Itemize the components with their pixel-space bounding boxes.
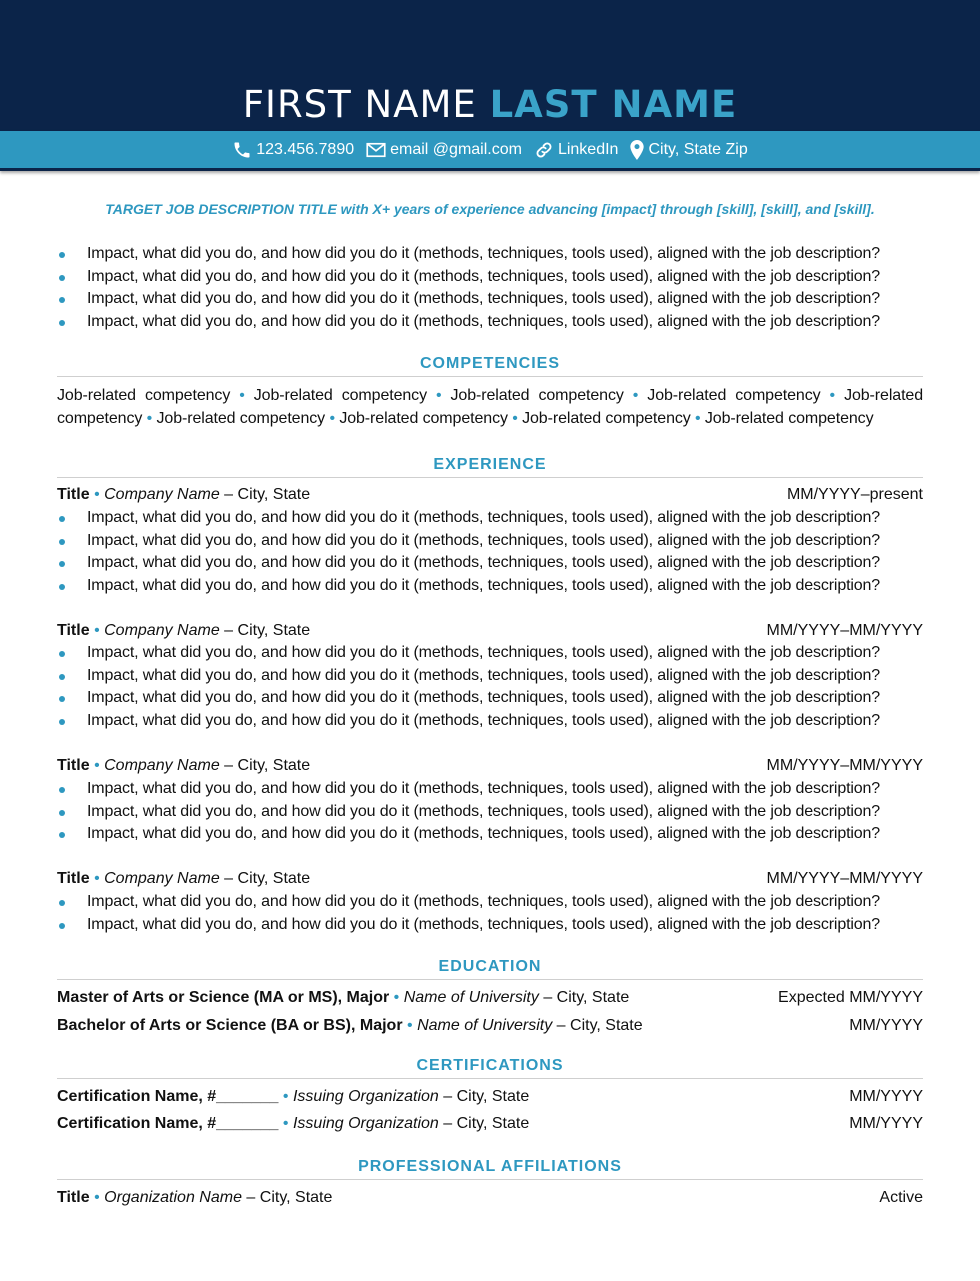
link-icon bbox=[534, 140, 554, 160]
job-title: Title bbox=[57, 757, 90, 774]
education-dates: Expected MM/YYYY bbox=[778, 989, 923, 1006]
company-name: Company Name bbox=[104, 486, 220, 503]
job-bullet: Impact, what did you do, and how did you do it (methods, techniques, tools used), aligned with the job description? bbox=[57, 507, 923, 530]
school-location: City, State bbox=[570, 1017, 643, 1034]
certifications-heading: CERTIFICATIONS bbox=[57, 1057, 923, 1079]
summary-bullet: Impact, what did you do, and how did you do it (methods, techniques, tools used), aligned with the job description? bbox=[57, 243, 923, 266]
contact-phone[interactable] bbox=[232, 140, 354, 160]
competency-item: Job-related competency bbox=[647, 387, 821, 404]
job-bullet: Impact, what did you do, and how did you do it (methods, techniques, tools used), aligned with the job description? bbox=[57, 801, 923, 824]
competency-item: Job-related competency bbox=[156, 410, 326, 427]
certification-entry: Certification Name, #_______ • Issuing Organization – City, State MM/YYYY bbox=[57, 1113, 923, 1136]
job-bullet: Impact, what did you do, and how did you do it (methods, techniques, tools used), aligned with the job description? bbox=[57, 823, 923, 846]
job-bullet: Impact, what did you do, and how did you do it (methods, techniques, tools used), aligned with the job description? bbox=[57, 778, 923, 801]
cert-dates: MM/YYYY bbox=[849, 1088, 923, 1105]
issuing-org: Issuing Organization bbox=[292, 1115, 439, 1132]
competency-item: Job-related competency bbox=[253, 387, 427, 404]
job-location: City, State bbox=[237, 757, 311, 774]
affiliation-entry: Title • Organization Name – City, State Active bbox=[57, 1187, 923, 1210]
cert-dates: MM/YYYY bbox=[849, 1115, 923, 1132]
job-bullets bbox=[57, 778, 923, 846]
email-text: email @gmail.com bbox=[390, 140, 522, 158]
contact-email[interactable] bbox=[366, 141, 522, 159]
company-name: Company Name bbox=[104, 622, 220, 639]
experience-heading: EXPERIENCE bbox=[57, 456, 923, 478]
job-header: Title • Company Name – City, State MM/YYYY–MM/YYYY bbox=[57, 868, 923, 891]
affiliation-location: City, State bbox=[259, 1189, 333, 1206]
phone-text: 123.456.7890 bbox=[256, 140, 355, 158]
job-location: City, State bbox=[237, 870, 311, 887]
competency-item: Job-related competency bbox=[57, 387, 924, 427]
affiliations-heading: PROFESSIONAL AFFILIATIONS bbox=[57, 1158, 923, 1180]
job-header: Title • Company Name – City, State MM/YYYY–MM/YYYY bbox=[57, 755, 923, 778]
competency-item: Job-related competency bbox=[57, 387, 231, 404]
job-bullets bbox=[57, 642, 923, 732]
contact-location bbox=[630, 140, 747, 160]
header-banner bbox=[0, 0, 980, 131]
job-dates: MM/YYYY–present bbox=[786, 486, 923, 503]
summary-bullet: Impact, what did you do, and how did you do it (methods, techniques, tools used), aligned with the job description? bbox=[57, 288, 923, 311]
job-location: City, State bbox=[237, 486, 311, 503]
competency-item: Job-related competency bbox=[522, 410, 691, 427]
job-bullet: Impact, what did you do, and how did you do it (methods, techniques, tools used), aligned with the job description? bbox=[57, 914, 923, 937]
competency-item: Job-related competency bbox=[704, 410, 874, 427]
company-name: Company Name bbox=[104, 870, 220, 887]
candidate-name bbox=[0, 80, 980, 130]
contact-bar bbox=[0, 131, 980, 171]
location-text: City, State Zip bbox=[648, 140, 748, 158]
job-bullets bbox=[57, 507, 923, 597]
school-location: City, State bbox=[556, 989, 630, 1006]
job-bullet: Impact, what did you do, and how did you do it (methods, techniques, tools used), aligned with the job description? bbox=[57, 552, 923, 575]
job-bullet: Impact, what did you do, and how did you do it (methods, techniques, tools used), aligned with the job description? bbox=[57, 891, 923, 914]
education-heading: EDUCATION bbox=[57, 958, 923, 980]
job-bullet: Impact, what did you do, and how did you do it (methods, techniques, tools used), aligned with the job description? bbox=[57, 642, 923, 665]
job-header: Title • Company Name – City, State MM/YYYY–present bbox=[57, 484, 923, 507]
organization-name: Organization Name bbox=[104, 1189, 242, 1206]
cert-location: City, State bbox=[456, 1115, 530, 1132]
degree: Master of Arts or Science (MA or MS), Major bbox=[57, 989, 390, 1006]
job-dates: MM/YYYY–MM/YYYY bbox=[766, 622, 923, 639]
education-entry: Bachelor of Arts or Science (BA or BS), Major • Name of University – City, State MM/YYYY bbox=[57, 1015, 923, 1038]
competency-item: Job-related competency bbox=[450, 387, 624, 404]
job-bullet: Impact, what did you do, and how did you do it (methods, techniques, tools used), aligned with the job description? bbox=[57, 710, 923, 733]
linkedin-text: LinkedIn bbox=[557, 140, 619, 158]
job-bullet: Impact, what did you do, and how did you do it (methods, techniques, tools used), aligned with the job description? bbox=[57, 575, 923, 598]
location-pin-icon bbox=[630, 140, 644, 160]
email-icon bbox=[366, 142, 386, 158]
competencies-heading: COMPETENCIES bbox=[57, 355, 923, 377]
school-name: Name of University bbox=[403, 989, 539, 1006]
job-bullets bbox=[57, 891, 923, 936]
last-name: LAST NAME bbox=[489, 83, 738, 126]
certification-name: Certification Name, #_______ bbox=[57, 1088, 279, 1105]
certification-entry: Certification Name, #_______ • Issuing Organization – City, State MM/YYYY bbox=[57, 1086, 923, 1109]
job-dates: MM/YYYY–MM/YYYY bbox=[766, 757, 923, 774]
job-bullet: Impact, what did you do, and how did you do it (methods, techniques, tools used), aligned with the job description? bbox=[57, 530, 923, 553]
issuing-org: Issuing Organization bbox=[292, 1088, 439, 1105]
target-job-title: TARGET JOB DESCRIPTION TITLE with X+ years of experience advancing [impact] through [skill], [skill], and [skill]. bbox=[105, 201, 875, 217]
summary-bullets bbox=[57, 243, 923, 333]
company-name: Company Name bbox=[104, 757, 220, 774]
education-entry: Master of Arts or Science (MA or MS), Major • Name of University – City, State Expected MM/YYYY bbox=[57, 987, 923, 1010]
affiliation-status: Active bbox=[879, 1189, 923, 1206]
job-title: Title bbox=[57, 622, 90, 639]
summary-bullet: Impact, what did you do, and how did you do it (methods, techniques, tools used), aligned with the job description? bbox=[57, 266, 923, 289]
phone-icon bbox=[232, 140, 252, 160]
first-name: FIRST NAME bbox=[242, 83, 477, 126]
affiliation-title: Title bbox=[57, 1189, 90, 1206]
job-header: Title • Company Name – City, State MM/YYYY–MM/YYYY bbox=[57, 620, 923, 643]
certification-name: Certification Name, #_______ bbox=[57, 1115, 279, 1132]
degree: Bachelor of Arts or Science (BA or BS), Major bbox=[57, 1017, 403, 1034]
job-bullet: Impact, what did you do, and how did you do it (methods, techniques, tools used), aligned with the job description? bbox=[57, 665, 923, 688]
competencies-list: Job-related competency • Job-related competency • Job-related competency • Job-related competency • Job-related competency • Job-related competency • Job-related competency • Job-related competency • Job-related competency bbox=[57, 387, 924, 427]
job-dates: MM/YYYY–MM/YYYY bbox=[766, 870, 923, 887]
cert-location: City, State bbox=[456, 1088, 530, 1105]
job-title: Title bbox=[57, 870, 90, 887]
summary-bullet: Impact, what did you do, and how did you do it (methods, techniques, tools used), aligned with the job description? bbox=[57, 311, 923, 334]
job-location: City, State bbox=[237, 622, 311, 639]
education-dates: MM/YYYY bbox=[849, 1017, 923, 1034]
job-title: Title bbox=[57, 486, 90, 503]
school-name: Name of University bbox=[417, 1017, 553, 1034]
job-bullet: Impact, what did you do, and how did you do it (methods, techniques, tools used), aligned with the job description? bbox=[57, 687, 923, 710]
competency-item: Job-related competency bbox=[339, 410, 508, 427]
contact-linkedin[interactable] bbox=[534, 140, 619, 160]
